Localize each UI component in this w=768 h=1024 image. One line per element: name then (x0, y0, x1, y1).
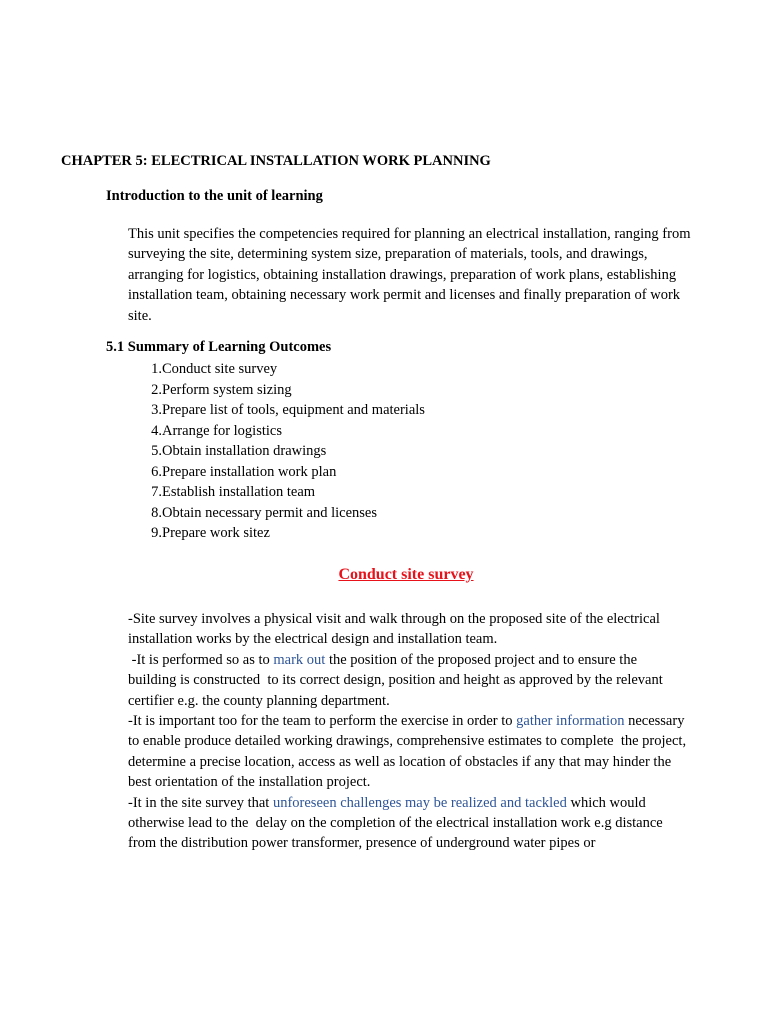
paragraph-text: -It in the site survey that (128, 794, 273, 811)
list-item-text: Arrange for logistics (162, 422, 282, 439)
list-item (128, 441, 425, 462)
highlighted-text: gather information (516, 713, 625, 730)
list-item (128, 462, 425, 483)
list-item-text: Conduct site survey (162, 361, 278, 377)
list-number: 5. (151, 443, 162, 459)
learning-outcomes-list (128, 359, 425, 544)
summary-heading: 5.1 Summary of Learning Outcomes (106, 339, 332, 355)
paragraph-text: the position of the proposed project and to ensure the building is constructed to its correct design, position and height as approved by the relevant certifier e.g. the county planning department. (128, 651, 667, 709)
list-number: 6. (151, 463, 162, 480)
highlighted-text: unforeseen challenges may be realized and tackled (272, 794, 567, 811)
list-item (128, 359, 425, 380)
chapter-title: CHAPTER 5: ELECTRICAL INSTALLATION WORK PLANNING (61, 153, 491, 169)
paragraph-text: -It is important too for the team to perform the exercise in order to (128, 713, 517, 730)
list-item-text: Prepare list of tools, equipment and materials (162, 402, 425, 418)
section-title: Conduct site survey (338, 566, 474, 583)
highlighted-text: mark out (273, 651, 326, 668)
list-item-text: Obtain necessary permit and licenses (162, 504, 378, 521)
intro-paragraph: This unit specifies the competencies required for planning an electrical installation, ranging from surveying the site, determining system size, preparation of materials, tools, and drawings, arranging for logistics, obtaining installation drawings, preparation of work plans, establishing installation team, obtaining necessary work permit and licenses and finally preparation of work site. (128, 226, 691, 324)
list-number: 8. (151, 504, 162, 521)
list-number: 9. (151, 525, 162, 541)
paragraph-text: -It is performed so as to (128, 651, 274, 668)
list-item (128, 380, 425, 401)
list-item (128, 482, 425, 503)
list-item-text: Establish installation team (162, 484, 316, 500)
list-item (128, 400, 425, 421)
section-body (128, 609, 688, 854)
paragraph (128, 650, 688, 711)
list-number: 3. (151, 402, 162, 418)
paragraph-text: which would otherwise lead to the delay on the completion of the electrical installation work e.g distance from the distribution power transformer, presence of underground water pipes or (128, 794, 667, 852)
list-number: 2. (151, 381, 162, 398)
list-item (128, 421, 425, 442)
list-item-text: Prepare work sitez (162, 525, 270, 541)
intro-heading: Introduction to the unit of learning (106, 188, 323, 204)
list-item-text: Obtain installation drawings (162, 443, 327, 459)
paragraph-text: necessary to enable produce detailed working drawings, comprehensive estimates to complete the project, determine a precise location, access as well as location of obstacles if any that may hinder the best orientation of the installation project. (128, 713, 690, 791)
list-item-text: Perform system sizing (162, 381, 292, 398)
list-item (128, 523, 425, 544)
paragraph (128, 793, 688, 854)
list-number: 4. (151, 422, 162, 439)
list-number: 1. (151, 361, 162, 377)
list-number: 7. (151, 484, 162, 500)
paragraph (128, 711, 688, 793)
list-item (128, 503, 425, 524)
paragraph: -Site survey involves a physical visit and walk through on the proposed site of the electrical installation works by the electrical design and installation team. (128, 611, 660, 648)
list-item-text: Prepare installation work plan (162, 463, 337, 480)
